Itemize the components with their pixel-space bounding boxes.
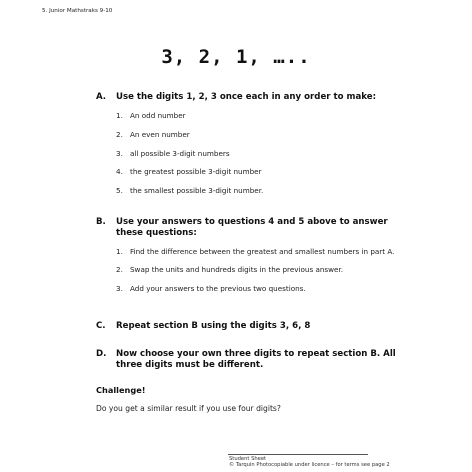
challenge-question: Do you get a similar result if you use four digits? bbox=[96, 404, 281, 413]
list-item bbox=[116, 130, 396, 140]
section-b-items bbox=[116, 247, 396, 294]
item-text: An even number bbox=[130, 129, 190, 139]
item-number: 4. bbox=[116, 167, 123, 177]
item-text: An odd number bbox=[130, 111, 186, 120]
item-text: Find the difference between the greatest and smallest numbers in part A. bbox=[130, 247, 395, 256]
list-item bbox=[116, 265, 396, 275]
section-b bbox=[96, 217, 396, 294]
section-c-letter: C. bbox=[96, 321, 106, 331]
section-a-letter: A. bbox=[96, 92, 107, 102]
item-text: the smallest possible 3-digit number. bbox=[130, 186, 264, 196]
section-b-heading: Use your answers to questions 4 and 5 above to answer these questions: bbox=[116, 217, 388, 238]
section-c bbox=[96, 321, 396, 332]
section-a bbox=[96, 92, 396, 196]
section-c-heading-row bbox=[96, 321, 396, 332]
item-number: 2. bbox=[116, 265, 123, 275]
section-b-letter: B. bbox=[96, 217, 106, 227]
section-a-heading-row bbox=[96, 92, 396, 103]
worksheet-title: 3, 2, 1, ….. bbox=[161, 46, 311, 68]
item-number: 3. bbox=[116, 148, 123, 158]
section-d bbox=[96, 349, 396, 371]
item-text: Add your answers to the previous two questions. bbox=[130, 284, 306, 293]
list-item bbox=[116, 284, 396, 294]
item-text: Swap the units and hundreds digits in the previous answer. bbox=[130, 265, 344, 275]
item-number: 1. bbox=[116, 247, 123, 256]
item-text: all possible 3-digit numbers bbox=[130, 148, 230, 158]
page-header: 5. Junior Mathstraks 9-10 bbox=[42, 8, 113, 14]
section-d-letter: D. bbox=[96, 349, 107, 359]
challenge-label: Challenge! bbox=[96, 385, 146, 395]
footer-student-sheet: Student Sheet bbox=[229, 456, 267, 462]
item-number: 5. bbox=[116, 186, 123, 196]
footer-copyright: © Tarquin Photocopiable under licence – for terms see page 2 bbox=[229, 462, 390, 469]
item-number: 2. bbox=[116, 129, 123, 139]
item-number: 1. bbox=[116, 111, 123, 120]
section-a-items bbox=[116, 111, 396, 196]
item-text: the greatest possible 3-digit number bbox=[130, 167, 262, 177]
section-b-heading-row bbox=[96, 217, 396, 239]
page-footer bbox=[229, 456, 390, 469]
list-item bbox=[116, 149, 396, 159]
list-item bbox=[116, 167, 396, 177]
item-number: 3. bbox=[116, 284, 123, 293]
list-item bbox=[116, 247, 396, 257]
section-d-heading: Now choose your own three digits to repeat section B. All three digits must be different. bbox=[116, 349, 396, 370]
section-c-heading: Repeat section B using the digits 3, 6, 8 bbox=[116, 321, 311, 331]
list-item bbox=[116, 186, 396, 196]
footer-divider bbox=[228, 454, 368, 455]
section-d-heading-row bbox=[96, 349, 396, 371]
section-a-heading: Use the digits 1, 2, 3 once each in any order to make: bbox=[116, 92, 377, 102]
list-item bbox=[116, 111, 396, 121]
